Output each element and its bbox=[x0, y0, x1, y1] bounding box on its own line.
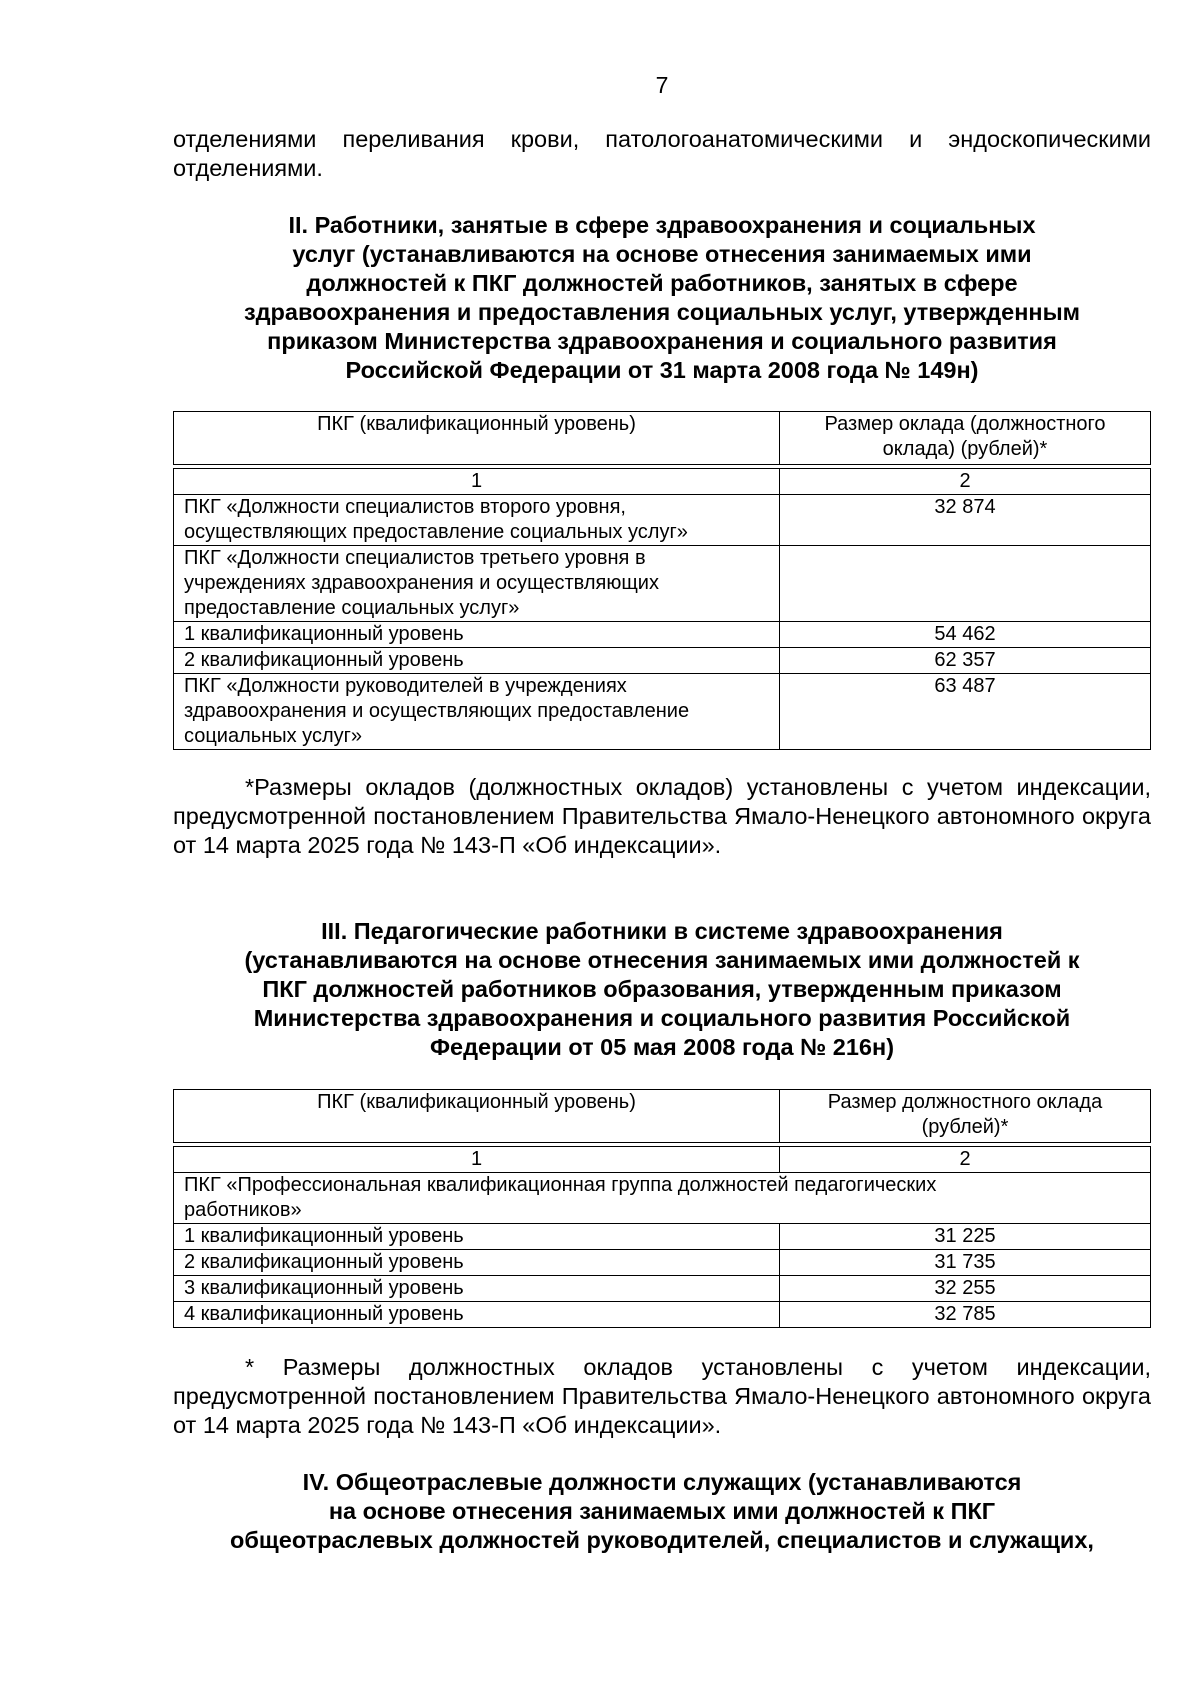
salary-table-3 bbox=[173, 1089, 1151, 1328]
table-row bbox=[174, 495, 1151, 546]
heading-line: общеотраслевых должностей руководителей, специалистов и служащих, bbox=[230, 1527, 1094, 1553]
heading-line: Российской Федерации от 31 марта 2008 года № 149н) bbox=[345, 357, 979, 383]
cell-value: 63 487 bbox=[780, 674, 1151, 750]
section-3-heading bbox=[173, 917, 1151, 1062]
heading-line: Федерации от 05 мая 2008 года № 216н) bbox=[429, 1034, 895, 1060]
heading-line: III. Педагогические работники в системе здравоохранения bbox=[321, 918, 1003, 944]
cell-name: 1 квалификационный уровень bbox=[174, 622, 780, 648]
group-row bbox=[174, 1173, 1151, 1224]
header-cell: Размер оклада (должностного оклада) (рублей)* bbox=[780, 412, 1151, 465]
cell-name: 1 квалификационный уровень bbox=[174, 1224, 780, 1250]
table-row bbox=[174, 648, 1151, 674]
column-number-row bbox=[174, 469, 1151, 495]
cell-name: 2 квалификационный уровень bbox=[174, 648, 780, 674]
heading-line: IV. Общеотраслевые должности служащих (устанавливаются bbox=[302, 1469, 1022, 1495]
section-3-footnote: * Размеры должностных окладов установлены с учетом индексации, предусмотренной постановлением Правительства Ямало-Ненецкого автономного округа от 14 марта 2025 года № 143-П «Об индексации». bbox=[173, 1354, 1151, 1438]
salary-table-2 bbox=[173, 411, 1151, 750]
table-row bbox=[174, 622, 1151, 648]
cell-value: 31 225 bbox=[780, 1224, 1151, 1250]
cell-value: 31 735 bbox=[780, 1250, 1151, 1276]
cell-name: 4 квалификационный уровень bbox=[174, 1302, 780, 1328]
heading-line: на основе отнесения занимаемых ими должностей к ПКГ bbox=[328, 1498, 996, 1524]
header-cell: Размер должностного оклада (рублей)* bbox=[780, 1090, 1151, 1143]
heading-line: (устанавливаются на основе отнесения занимаемых ими должностей к bbox=[244, 947, 1080, 973]
heading-line: Министерства здравоохранения и социального развития Российской bbox=[253, 1005, 1071, 1031]
heading-line: приказом Министерства здравоохранения и социального развития bbox=[267, 328, 1057, 354]
table-row bbox=[174, 1276, 1151, 1302]
page-number: 7 bbox=[655, 72, 669, 98]
table-header-row bbox=[174, 1090, 1151, 1143]
cell-value: 32 874 bbox=[780, 495, 1151, 546]
heading-line: II. Работники, занятые в сфере здравоохранения и социальных bbox=[288, 212, 1036, 238]
table-row bbox=[174, 546, 1151, 622]
heading-line: ПКГ должностей работников образования, утвержденным приказом bbox=[262, 976, 1062, 1002]
cell-name: ПКГ «Должности специалистов третьего уровня в учреждениях здравоохранения и осуществляющих предоставление социальных услуг» bbox=[174, 546, 780, 622]
cell-value bbox=[780, 546, 1151, 622]
cell-name: 3 квалификационный уровень bbox=[174, 1276, 780, 1302]
table-row bbox=[174, 1250, 1151, 1276]
header-cell: ПКГ (квалификационный уровень) bbox=[174, 412, 780, 465]
cell-value: 32 785 bbox=[780, 1302, 1151, 1328]
section-2-heading bbox=[173, 211, 1151, 385]
col-number: 2 bbox=[780, 469, 1151, 495]
table-row bbox=[174, 1302, 1151, 1328]
heading-line: должностей к ПКГ должностей работников, занятых в сфере bbox=[306, 270, 1018, 296]
cell-value: 54 462 bbox=[780, 622, 1151, 648]
cell-value: 32 255 bbox=[780, 1276, 1151, 1302]
cell-name: ПКГ «Должности специалистов второго уровня, осуществляющих предоставление социальных услуг» bbox=[174, 495, 780, 546]
cell-name: ПКГ «Должности руководителей в учреждениях здравоохранения и осуществляющих предоставление социальных услуг» bbox=[174, 674, 780, 750]
section-2-footnote: *Размеры окладов (должностных окладов) установлены с учетом индексации, предусмотренной постановлением Правительства Ямало-Ненецкого автономного округа от 14 марта 2025 года № 143-П «Об индексации». bbox=[173, 774, 1151, 858]
cell-value: 62 357 bbox=[780, 648, 1151, 674]
col-number: 2 bbox=[780, 1147, 1151, 1173]
header-cell: ПКГ (квалификационный уровень) bbox=[174, 1090, 780, 1143]
intro-paragraph: отделениями переливания крови, патологоанатомическими и эндоскопическими отделениями. bbox=[173, 126, 1151, 181]
heading-line: услуг (устанавливаются на основе отнесения занимаемых ими bbox=[292, 241, 1032, 267]
col-number: 1 bbox=[174, 469, 780, 495]
section-4-heading bbox=[173, 1468, 1151, 1555]
section-3 bbox=[173, 917, 1151, 1328]
table-row bbox=[174, 1224, 1151, 1250]
section-4 bbox=[173, 1468, 1151, 1555]
cell-name: 2 квалификационный уровень bbox=[174, 1250, 780, 1276]
column-number-row bbox=[174, 1147, 1151, 1173]
table-row bbox=[174, 674, 1151, 750]
group-cell: ПКГ «Профессиональная квалификационная группа должностей педагогических работников» bbox=[174, 1173, 1151, 1224]
table-header-row bbox=[174, 412, 1151, 465]
col-number: 1 bbox=[174, 1147, 780, 1173]
heading-line: здравоохранения и предоставления социальных услуг, утвержденным bbox=[243, 299, 1081, 325]
section-2 bbox=[173, 211, 1151, 750]
